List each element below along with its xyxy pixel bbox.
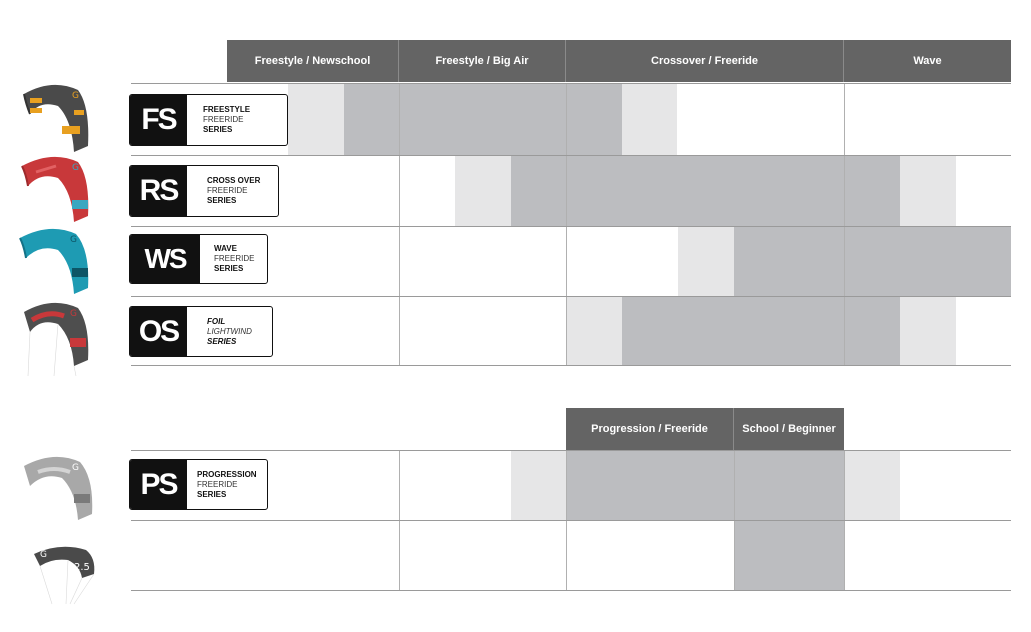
ws-line2: FREERIDE bbox=[214, 254, 255, 263]
os-range-light-end bbox=[900, 297, 956, 365]
os-range-dark bbox=[622, 297, 900, 365]
svg-text:G: G bbox=[70, 309, 77, 319]
ws-logo: WS bbox=[130, 235, 200, 283]
divider-col-2 bbox=[566, 84, 567, 365]
series-badge-ws bbox=[129, 234, 268, 284]
kite-ws-teal-icon bbox=[14, 224, 94, 298]
row-line-6 bbox=[131, 520, 1011, 521]
header-freestyle-big-air: Freestyle / Big Air bbox=[399, 40, 566, 82]
rs-range-light bbox=[455, 156, 511, 226]
ws-range-dark bbox=[734, 227, 1011, 296]
rs-logo: RS bbox=[130, 166, 187, 216]
rs-line3: SERIES bbox=[207, 196, 237, 205]
ps-logo: PS bbox=[130, 460, 187, 509]
os-line2: LIGHTWIND bbox=[207, 326, 252, 336]
row-line-3 bbox=[131, 296, 1011, 297]
header-school-beginner: School / Beginner bbox=[734, 408, 844, 450]
ws-line1: WAVE bbox=[214, 244, 237, 253]
header-wave: Wave bbox=[844, 40, 1011, 82]
ps-range-light-end bbox=[844, 451, 900, 520]
rs-line2: FREERIDE bbox=[207, 186, 248, 195]
divider-col-3 bbox=[844, 84, 845, 365]
divider-col-2b bbox=[566, 451, 567, 591]
fs-range-light bbox=[288, 84, 344, 155]
fs-range-dark bbox=[344, 84, 622, 155]
os-line1: FOIL bbox=[207, 316, 226, 326]
series-badge-os bbox=[129, 306, 273, 357]
series-badge-fs bbox=[129, 94, 288, 146]
fs-line2: FREERIDE bbox=[203, 115, 244, 124]
row-line-top bbox=[131, 83, 1011, 84]
ps-line2: FREERIDE bbox=[197, 479, 238, 489]
row-line-4 bbox=[131, 365, 1011, 366]
divider-col-4b bbox=[734, 451, 735, 591]
fs-logo: FS bbox=[130, 95, 187, 145]
trainer-range-dark bbox=[734, 521, 844, 591]
kite-fs-grey-orange-icon bbox=[16, 80, 94, 156]
fs-line3: SERIES bbox=[203, 125, 233, 134]
ws-line3: SERIES bbox=[214, 264, 244, 273]
ps-range-dark bbox=[566, 451, 844, 520]
svg-text:G: G bbox=[40, 550, 47, 560]
kite-rs-red-icon bbox=[16, 152, 94, 226]
ws-range-light bbox=[678, 227, 734, 296]
row-line-7 bbox=[131, 590, 1011, 591]
row-line-5 bbox=[131, 450, 1011, 451]
divider-col-1b bbox=[399, 451, 400, 591]
header-freestyle-newschool: Freestyle / Newschool bbox=[227, 40, 399, 82]
ps-line3: SERIES bbox=[197, 489, 227, 499]
series-badge-ps bbox=[129, 459, 268, 510]
trainer-size-label: 2.5 bbox=[74, 562, 90, 573]
os-line3: SERIES bbox=[207, 336, 237, 346]
svg-text:G: G bbox=[72, 463, 79, 473]
kite-trainer-dark-icon bbox=[30, 538, 100, 608]
os-logo: OS bbox=[130, 307, 187, 356]
os-range-light bbox=[566, 297, 622, 365]
svg-text:G: G bbox=[72, 163, 79, 173]
rs-range-dark bbox=[511, 156, 900, 226]
ps-line1: PROGRESSION bbox=[197, 469, 257, 479]
rs-range-light-end bbox=[900, 156, 956, 226]
svg-text:G: G bbox=[72, 91, 79, 101]
svg-text:G: G bbox=[70, 235, 77, 245]
series-badge-rs bbox=[129, 165, 279, 217]
row-line-1 bbox=[131, 155, 1011, 156]
ps-range-light bbox=[511, 451, 566, 520]
kite-ps-grey-icon bbox=[18, 452, 98, 524]
divider-col-1 bbox=[399, 84, 400, 365]
rs-line1: CROSS OVER bbox=[207, 176, 261, 185]
kite-os-dark-red-icon bbox=[18, 298, 94, 378]
row-line-2 bbox=[131, 226, 1011, 227]
header-progression-freeride: Progression / Freeride bbox=[566, 408, 734, 450]
fs-line1: FREESTYLE bbox=[203, 105, 251, 114]
fs-range-light-end bbox=[622, 84, 677, 155]
header-crossover-freeride: Crossover / Freeride bbox=[566, 40, 844, 82]
divider-col-3b bbox=[844, 451, 845, 591]
